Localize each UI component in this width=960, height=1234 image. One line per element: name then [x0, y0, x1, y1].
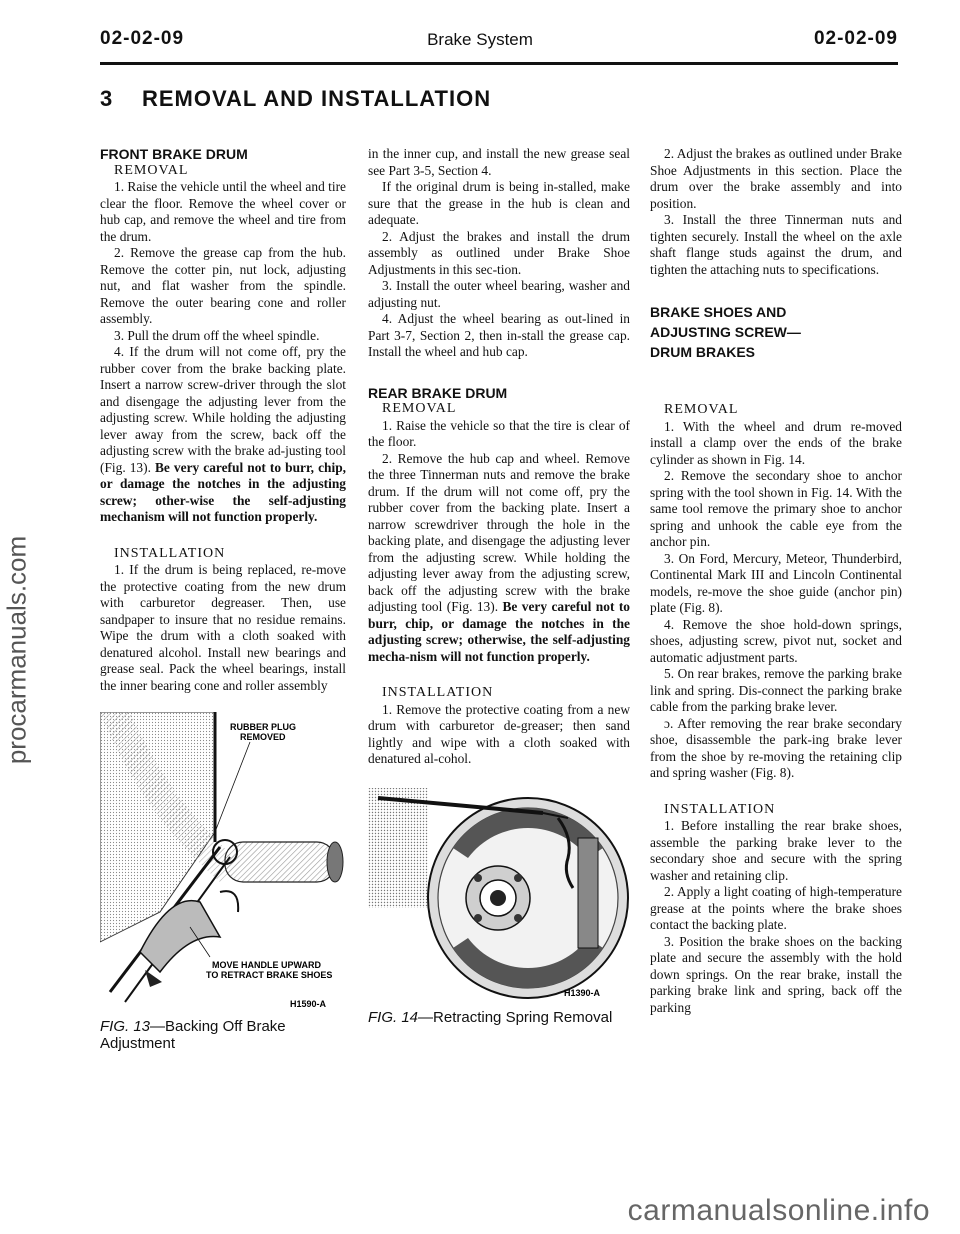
paragraph: 3. Position the brake shoes on the backing plate and secure the assembly with the hold down springs. On the rear brake, install the parking brake link and spring, back off the parking — [650, 933, 902, 1015]
fig13-label-removed: REMOVED — [240, 732, 286, 742]
fig14-code: H1390-A — [564, 987, 601, 998]
heading-removal: REMOVAL — [382, 401, 457, 416]
heading-installation: INSTALLATION — [664, 801, 776, 817]
paragraph: 4. Adjust the wheel bearing as out-lined in Part 3-7, Section 2, then in-stall the grease cap. Install the wheel and hub cap. — [368, 311, 630, 359]
fig13-code: H1590-A — [290, 999, 327, 1009]
paragraph-text: 2. Remove the hub cap and wheel. Remove the three Tinnerman nuts and remove the brake drum. If the drum will not come off, pry the rubber cover from the backing plate. Insert a narrow screwdriver through the hole in the backing plate, and disengage the adjusting lever from the adjusting screw. While holding the adjusting lever away from the adjusting screw, back off the adjusting screw with the brake adjusting tool (Fig. 13). — [368, 450, 630, 614]
heading-line: BRAKE SHOES AND — [650, 304, 787, 320]
side-watermark — [2, 300, 32, 1000]
heading-installation: INSTALLATION — [114, 545, 226, 561]
paragraph: 3. Install the outer wheel bearing, washer and adjusting nut. — [368, 278, 630, 310]
paragraph: 2. Apply a light coating of high-temperature grease at the points where the brake shoes contact the backing plate. — [650, 884, 902, 932]
paragraph: 2. Adjust the brakes as outlined under Brake Shoe Adjustments in this section. Place the drum over the brake assembly and into position. — [650, 146, 902, 211]
paragraph: 2. Remove the secondary shoe to anchor spring with the tool shown in Fig. 14. With the same tool remove the primary shoe to anchor spring and unhook the cable eye from the anchor pin. — [650, 468, 902, 549]
heading-line: ADJUSTING SCREW— — [650, 324, 801, 340]
paragraph: in the inner cup, and install the new grease seal see Part 3-5, Section 4. — [368, 146, 630, 178]
caution-text: Be very careful not to burr, chip, or damage the notches in the adjusting screw; other-wise the self-adjusting mechanism will not function properly. — [100, 459, 346, 524]
column-1 — [100, 146, 346, 1052]
paragraph: 1. Raise the vehicle so that the tire is clear of the floor. — [368, 417, 630, 449]
heading-front-brake-drum: FRONT BRAKE DRUM — [100, 146, 248, 162]
running-title: Brake System — [427, 30, 533, 49]
heading-removal: REMOVAL — [664, 402, 739, 417]
paragraph-text: 4. If the drum will not come off, pry the rubber cover from the brake backing plate. Insert a narrow screw-driver through the slot and disengage the adjusting lever from the adjusting screw. While holding the adjusting lever away from the screw, back off the adjusting screw with the brake ad-justing tool (Fig. 13). — [100, 344, 346, 475]
page-number-right: 02-02-09 — [813, 28, 898, 49]
figure-14-number: FIG. 14 — [368, 1008, 419, 1026]
figure-14-caption-text: —Retracting Spring Removal — [418, 1008, 613, 1026]
paragraph: 3. Install the three Tinnerman nuts and tighten securely. Install the wheel on the axle shaft flange studs against the drum, and tighten the attaching nuts to specifications. — [650, 212, 902, 277]
paragraph: 2. Adjust the brakes and install the drum assembly as outlined under Brake Shoe Adjustments in this sec-tion. — [368, 228, 630, 277]
paragraph: 2. Remove the grease cap from the hub. Remove the cotter pin, nut lock, adjusting nut, and flat washer from the spindle. Remove the outer bearing cone and roller assembly. — [100, 245, 346, 326]
section-title — [100, 86, 491, 112]
column-3 — [650, 146, 902, 1016]
fig13-label-move-handle: MOVE HANDLE UPWARD — [212, 960, 322, 970]
figure-13-illustration — [100, 712, 346, 1012]
paragraph: 5. On rear brakes, remove the parking brake link and spring. Dis-connect the parking brake cable from the parking brake lever. — [650, 666, 902, 714]
paragraph: If the original drum is being in-stalled, make sure that the grease in the hub is clean and adequate. — [368, 179, 630, 227]
column-2 — [368, 146, 630, 1026]
paragraph: 1. If the drum is being replaced, re-move the protective coating from the new drum with carburetor degreaser. Then, use sandpaper to insure that no residue remains. Wipe the drum with a cloth soaked with denatured alcohol. Install new bearings and grease seal. Pack the wheel bearings, install the inner bearing cone and roller assembly — [100, 562, 346, 693]
caution-text: Be very careful not to burr, chip, or damage the notches in the adjusting screw; otherwise, the self-adjusting mecha-nism will not function properly. — [368, 599, 630, 664]
paragraph — [368, 451, 630, 666]
figure-13 — [100, 712, 346, 1052]
fig13-label-retract: TO RETRACT BRAKE SHOES — [206, 970, 333, 980]
figure-13-number: FIG. 13 — [100, 1018, 151, 1035]
paragraph: 1. With the wheel and drum re-moved install a clamp over the ends of the brake cylinder as shown in Fig. 14. — [650, 418, 902, 467]
figure-14 — [368, 778, 630, 1026]
paragraph: 1. Raise the vehicle until the wheel and tire clear the floor. Remove the wheel cover or hub cap, and remove the wheel and tire from the drum. — [100, 179, 346, 244]
page-number-left: 02-02-09 — [100, 28, 185, 49]
heading-brake-shoes — [650, 302, 902, 362]
paragraph: ɔ. After removing the rear brake secondary shoe, disassemble the park-ing brake lever from the shoe by re-moving the retaining clip and spring washer (Fig. 8). — [650, 715, 902, 780]
heading-removal: REMOVAL — [114, 162, 189, 178]
paragraph: 1. Before installing the rear brake shoes, assemble the parking brake lever to the secondary shoe and secure with the spring washer and retaining clip. — [650, 818, 902, 883]
header-rule — [100, 62, 898, 65]
paragraph: 1. Remove the protective coating from a new drum with carburetor de-greaser; then sand lightly and wipe with a cloth soaked with denatured al-cohol. — [368, 701, 630, 766]
figure-13-caption-text: —Backing Off Brake Adjustment — [100, 1018, 286, 1052]
paragraph — [100, 344, 346, 526]
heading-line: DRUM BRAKES — [650, 344, 755, 360]
bottom-watermark: carmanualsonline.info — [627, 1194, 930, 1227]
fig13-label-rubber-plug: RUBBER PLUG — [230, 722, 297, 732]
heading-rear-brake-drum: REAR BRAKE DRUM — [368, 384, 508, 401]
side-watermark-text: procarmanuals.com — [1, 535, 32, 765]
heading-installation: INSTALLATION — [382, 685, 494, 700]
paragraph: 3. On Ford, Mercury, Meteor, Thunderbird, Continental Mark III and Lincoln Continental models, re-move the shoe guide (anchor pin) plate (Fig. 8). — [650, 550, 902, 615]
paragraph: 3. Pull the drum off the wheel spindle. — [114, 327, 320, 343]
figure-14-illustration — [368, 778, 630, 1003]
figure-14-caption — [368, 1009, 630, 1026]
figure-13-caption — [100, 1018, 346, 1052]
section-title-text: REMOVAL AND INSTALLATION — [142, 86, 492, 111]
section-number: 3 — [100, 86, 114, 111]
paragraph: 4. Remove the shoe hold-down springs, shoes, adjusting screw, pivot nut, socket and automatic adjustment parts. — [650, 616, 902, 665]
